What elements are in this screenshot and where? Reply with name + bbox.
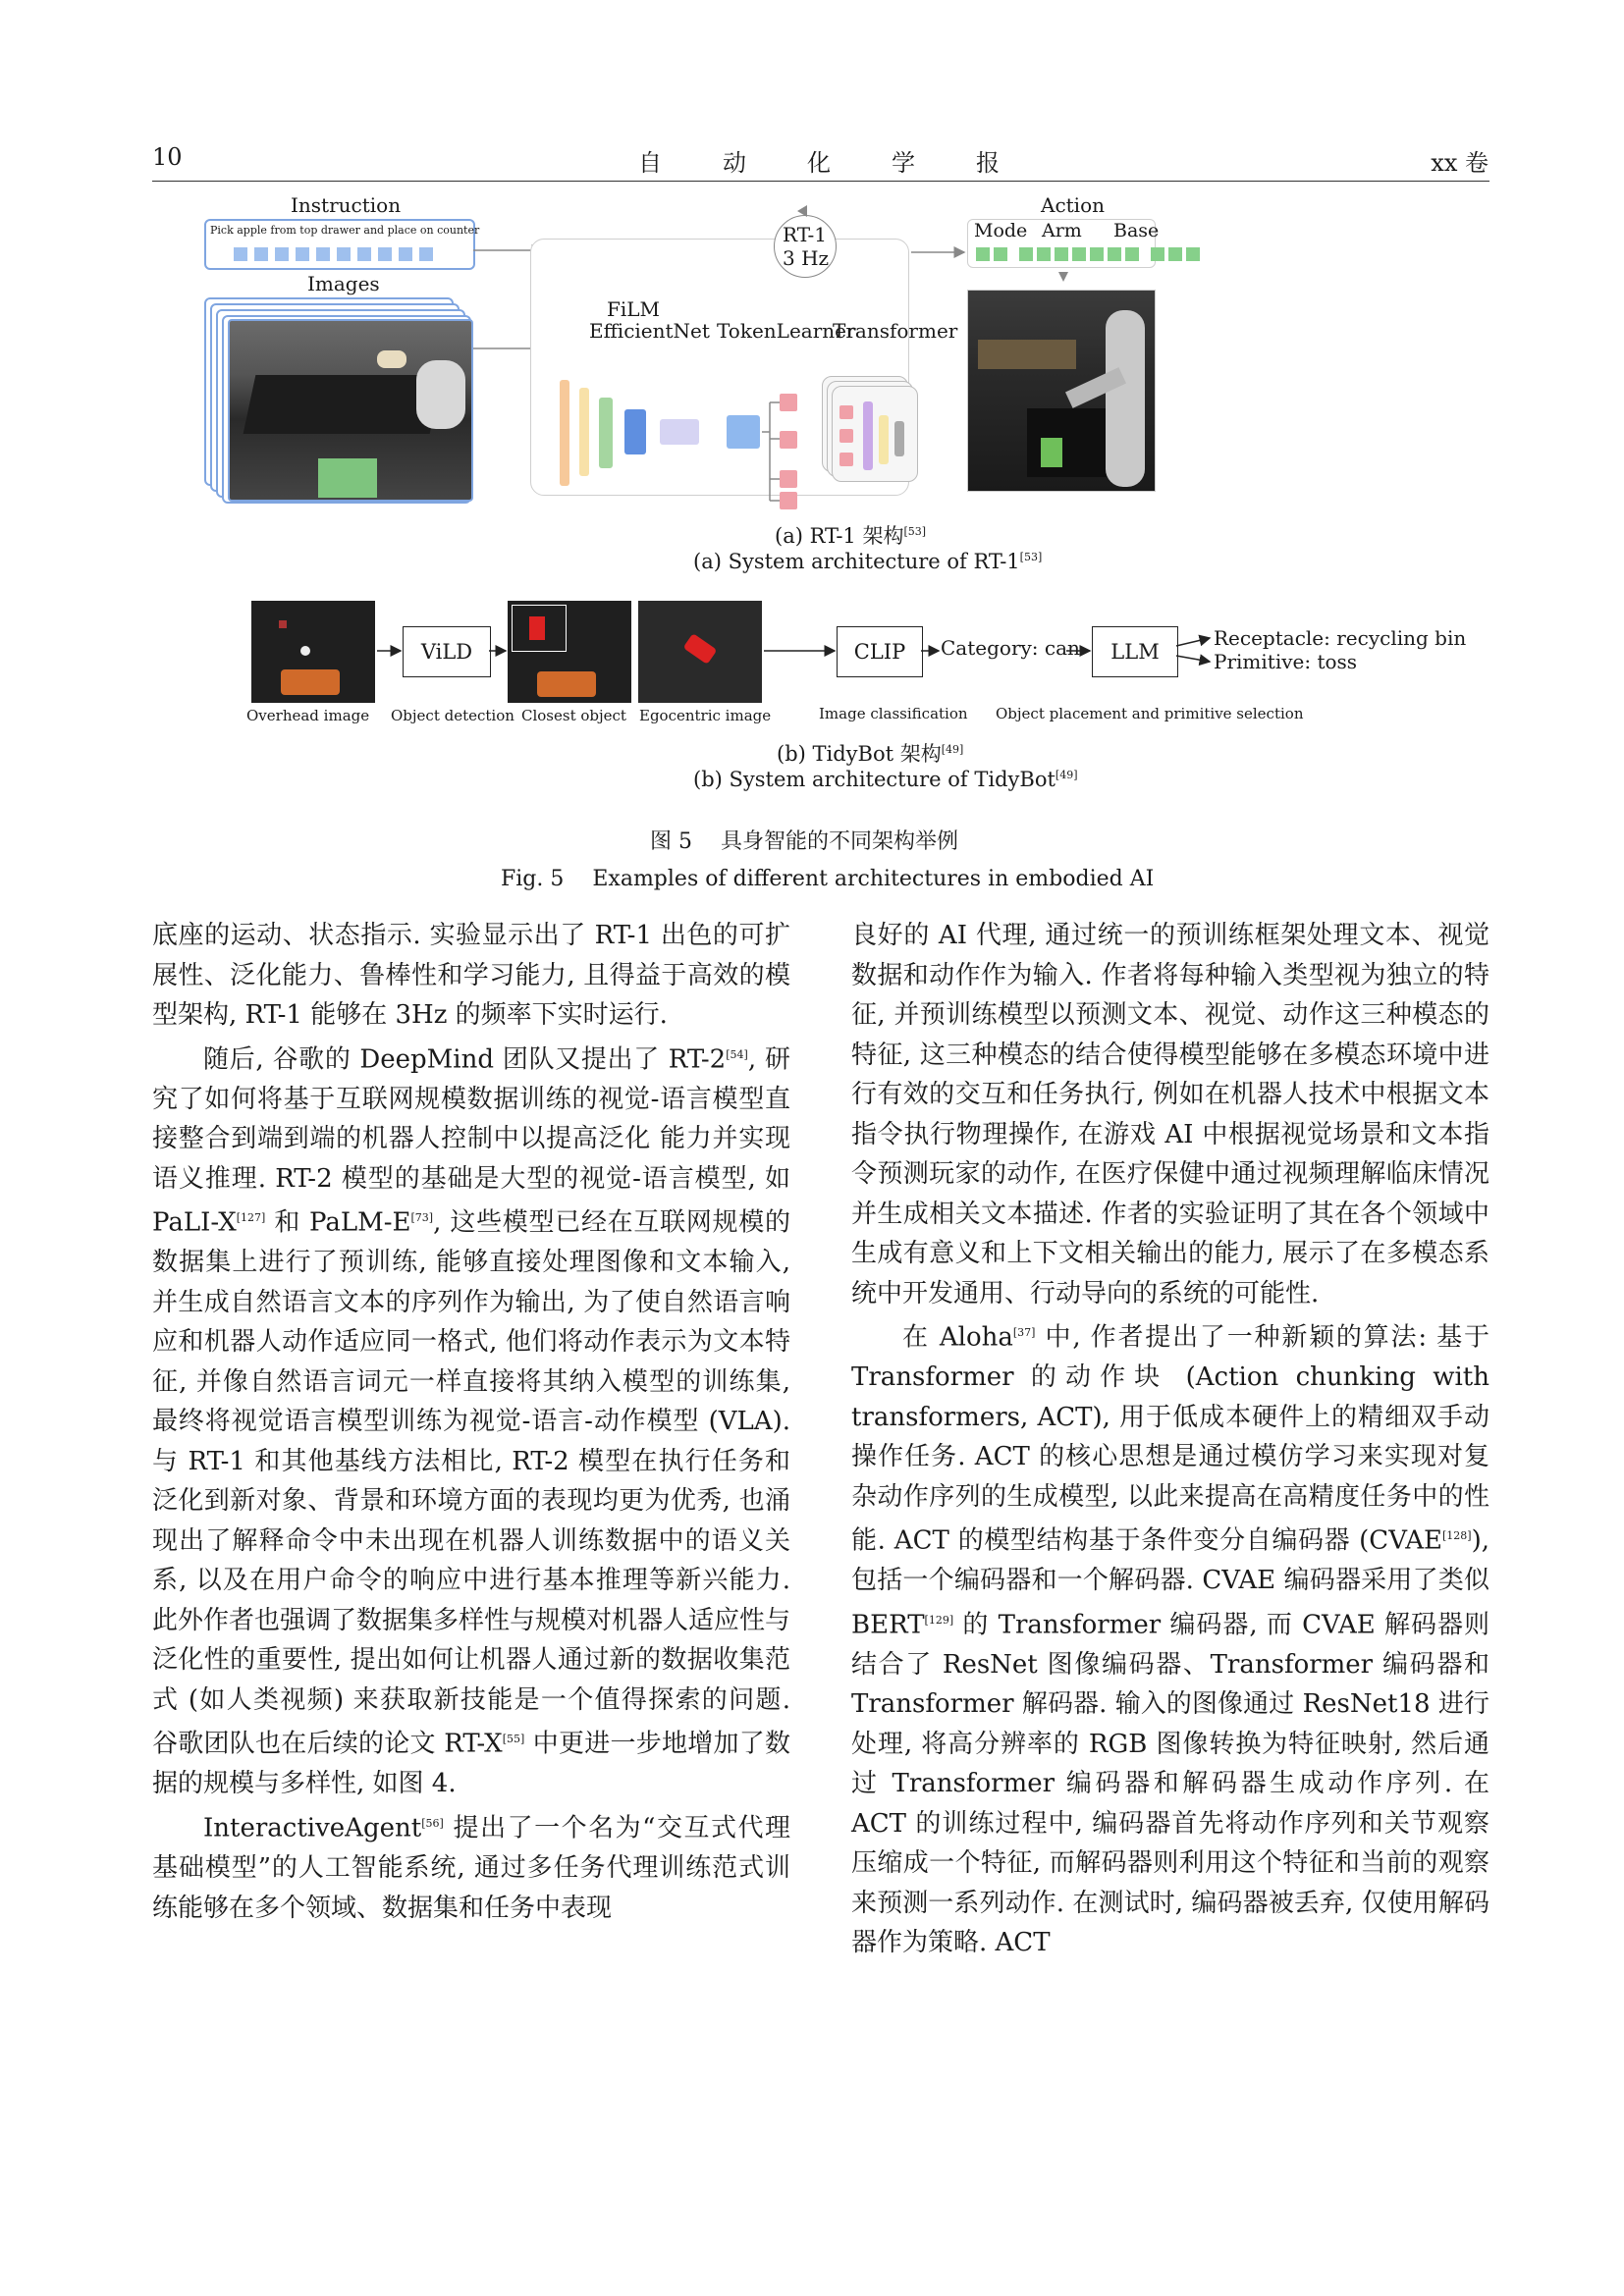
caption-a-cn-ref: [53] (903, 525, 927, 538)
citation: [56] (421, 1816, 444, 1830)
page-number: 10 (152, 143, 183, 171)
caption-a-en-ref: [53] (1019, 551, 1043, 563)
caption-b-en-ref: [49] (1055, 769, 1078, 781)
citation: [54] (726, 1047, 748, 1061)
citation: [129] (924, 1613, 954, 1627)
caption-b-cn (777, 738, 963, 768)
images-label: Images (307, 272, 380, 295)
token (780, 431, 797, 449)
clip-label: CLIP (853, 640, 906, 664)
text-span: 中更进一步地增加了数据的规模与多样性, 如图 4. (152, 1729, 790, 1799)
citation: [37] (1012, 1326, 1036, 1339)
action-mode: Mode (974, 220, 1028, 241)
overhead-image-label: Overhead image (246, 707, 370, 724)
action-box (967, 219, 1160, 268)
transformer-stack (822, 376, 920, 484)
header-rule (152, 181, 1489, 182)
journal-title: 自动化学报 (638, 149, 1060, 177)
instruction-label: Instruction (291, 193, 402, 217)
rt1-frequency: 3 Hz (783, 246, 830, 270)
llm-label: LLM (1110, 640, 1160, 664)
receptacle-label: Receptacle: recycling bin (1214, 626, 1467, 650)
volume-label: xx 卷 (1431, 149, 1489, 177)
text-span: 在 Aloha (902, 1322, 1013, 1353)
caption-a-en (693, 550, 1042, 573)
caption-b-en-text: (b) System architecture of TidyBot (693, 768, 1056, 791)
efficientnet-layer (560, 380, 569, 486)
text-span: 和 PaLM-E (265, 1207, 411, 1238)
tidybot-arrows (373, 618, 1218, 687)
efficientnet-layer (624, 409, 646, 454)
vild-label: ViLD (420, 640, 473, 664)
action-down-arrow (1058, 272, 1068, 282)
action-tokens (976, 246, 1204, 265)
figure-a (196, 191, 1453, 515)
figure-caption-en: Fig. 5 Examples of different architectures in embodied AI (501, 867, 1155, 891)
right-column (851, 916, 1489, 1963)
caption-a-cn (775, 520, 926, 550)
action-arm: Arm (1042, 220, 1082, 241)
text-span: , 研究了如何将基于互联网规模数据训练的视觉-语言模型直接整合到端到端的机器人控制中以提高泛化 能力并实现语义推理. RT-2 模型的基础是大型的视觉-语言模型, 如 PaLI-X (152, 1044, 790, 1238)
closest-object-label: Closest object (521, 707, 626, 724)
caption-b-cn-text: (b) TidyBot 架构 (777, 742, 942, 766)
citation: [128] (1441, 1529, 1472, 1543)
left-paragraph-3 (152, 1804, 790, 1928)
text-span: ), 包括一个编码器和一个解码器. CVAE 编码器采用了类似 BERT (851, 1525, 1489, 1640)
instruction-box (204, 219, 480, 270)
text-span: 中, 作者提出了一种新颖的算法: 基于 Transformer 的动作块 (Action chunking with transformers, ACT), 用于低成本硬件上的精细双手动操作任务. ACT 的核心思想是通过模仿学习来实现对复杂动作序列的生成模型, 以此来提高在高精度任务中的性能. ACT 的模型结构基于条件变分自编码器 (CVAE (851, 1322, 1489, 1556)
action-label: Action (1041, 193, 1105, 217)
citation: [55] (502, 1733, 525, 1746)
text-span: InteractiveAgent (203, 1813, 422, 1843)
drawer-photo (228, 319, 473, 502)
figure-caption-cn: 图 5 具身智能的不同架构举例 (650, 829, 958, 854)
token (780, 470, 797, 488)
instruction-text: Pick apple from top drawer and place on counter (210, 224, 480, 237)
image-classification-label: Image classification (819, 705, 968, 722)
primitive-label: Primitive: toss (1214, 650, 1358, 673)
transformer-label: Transformer (833, 319, 958, 343)
tokenlearner-label: TokenLearner (717, 319, 856, 343)
text-span: 提出了一个名为“交互式代理基础模型”的人工智能系统, 通过多任务代理训练范式训练能够在多个领域、数据集和任务中表现 (152, 1813, 790, 1923)
token (780, 492, 797, 509)
instruction-tokens (234, 246, 440, 265)
egocentric-image-label: Egocentric image (639, 707, 772, 724)
text-span: 的 Transformer 编码器, 而 CVAE 解码器则结合了 ResNet 图像编码器、Transformer 编码器和 Transformer 解码器. 输入的图像通过 ResNet18 进行处理, 将高分辨率的 RGB 图像转换为特征映射, 然后通过 Transformer 编码器和解码器生成动作序列. 在 ACT 的训练过程中, 编码器首先将动作序列和关节观察压缩成一个特征, 而解码器则利用这个特征和当前的观察来预测一系列动作. 在测试时, 编码器被丢弃, 仅使用解码器作为策略. ACT (851, 1610, 1489, 1958)
text-span: 随后, 谷歌的 DeepMind 团队又提出了 RT-2 (203, 1044, 727, 1075)
action-base: Base (1113, 220, 1160, 241)
film-label: FiLM (607, 297, 661, 321)
citation: [127] (236, 1211, 266, 1225)
caption-a-cn-text: (a) RT-1 架构 (775, 524, 904, 548)
rt1-loop-arrow (797, 205, 807, 217)
rt1-label: RT-1 (783, 223, 827, 246)
tokenlearner-block (727, 415, 760, 449)
image-stack (204, 297, 479, 508)
efficientnet-label: EfficientNet (589, 319, 710, 343)
robot-photo (967, 290, 1156, 492)
category-label: Category: can (941, 636, 1080, 660)
text-span: , 这些模型已经在互联网规模的数据集上进行了预训练, 能够直接处理图像和文本输入, 并生成自然语言文本的序列作为输出, 为了使自然语言响应和机器人动作适应同一格式, 他们将动作表示为文本特征, 并像自然语言词元一样直接将其纳入模型的训练集, 最终将视觉语言模型训练为视觉-语言-动作模型 (VLA). 与 RT-1 和其他基线方法相比, RT-2 模型在执行任务和泛化到新对象、背景和环境方面的表现均更为优秀, 也涌现出了解释命令中未出现在机器人训练数据中的语义关系, 以及在用户命令的响应中进行基本推理等新兴能力. 此外作者也强调了数据集多样性与规模对机器人适应性与泛化性的重要性, 提出如何让机器人通过新的数据收集范式 (如人类视频) 来获取新技能是一个值得探索的问题. 谷歌团队也在后续的论文 RT-X (152, 1207, 791, 1759)
citation: [73] (410, 1211, 434, 1225)
object-placement-label: Object placement and primitive selection (996, 705, 1304, 722)
caption-b-cn-ref: [49] (941, 743, 964, 756)
object-detection-label: Object detection (391, 707, 514, 724)
right-paragraph-2 (851, 1313, 1489, 1963)
token (780, 394, 797, 411)
right-paragraph-1: 良好的 AI 代理, 通过统一的预训练框架处理文本、视觉数据和动作作为输入. 作者将每种输入类型视为独立的特征, 并预训练模型以预测文本、视觉、动作这三种模态的特征, 这三种模态的结合使得模型能够在多模态环境中进行有效的交互和任务执行, 例如在机器人技术中根据文本指令执行物理操作, 在游戏 AI 中根据视觉场景和文本指令预测玩家的动作, 在医疗保健中通过视频理解临床情况并生成相关文本描述. 作者的实验证明了其在各个领域中生成有意义和上下文相关输出的能力, 展示了在多模态系统中开发通用、行动导向的系统的可能性. (851, 921, 1489, 1308)
caption-b-en (693, 768, 1078, 791)
left-paragraph-2 (152, 1036, 790, 1804)
left-column (152, 916, 790, 1928)
efficientnet-layer (579, 388, 589, 476)
efficientnet-layer (660, 419, 699, 445)
output-arrow (909, 242, 972, 262)
efficientnet-layer (599, 398, 613, 468)
caption-a-en-text: (a) System architecture of RT-1 (693, 550, 1020, 573)
overhead-image (251, 601, 375, 703)
left-paragraph-1: 底座的运动、状态指示. 实验显示出了 RT-1 出色的可扩展性、泛化能力、鲁棒性和学习能力, 且得益于高效的模型架构, RT-1 能够在 3Hz 的频率下实时运行. (152, 921, 790, 1030)
